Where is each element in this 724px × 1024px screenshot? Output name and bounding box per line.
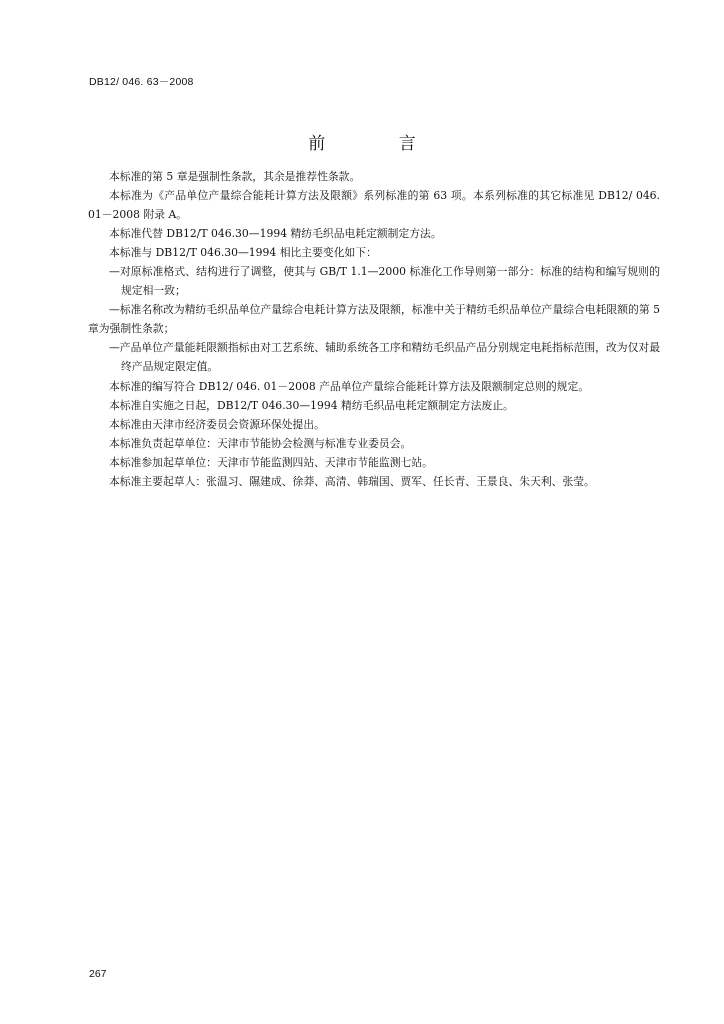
- paragraph-compliance: 本标准的编写符合 DB12/ 046. 01－2008 产品单位产量综合能耗计算方法及限额制定总则的规定。: [109, 379, 590, 393]
- paragraph-proposer: 本标准由天津市经济委员会资源环保处提出。: [109, 417, 325, 431]
- foreword-body: [88, 167, 660, 491]
- page-title: 前 言: [308, 134, 450, 155]
- page-number: 267: [89, 968, 107, 980]
- change-item-limits: —产品单位产量能耗限额指标由对工艺系统、辅助系统各工序和精纺毛织品产品分别规定电耗指标范围，改为仅对最终产品规定限定值。: [109, 341, 660, 374]
- document-code-header: DB12/ 046. 63－2008: [89, 76, 194, 88]
- paragraph-series-info: 本标准为《产品单位产量综合能耗计算方法及限额》系列标准的第 63 项。本系列标准的其它标准见 DB12/ 046. 01－2008 附录 A。: [88, 189, 660, 222]
- paragraph-drafters: 本标准主要起草人：张温习、隰建成、徐莽、高清、韩瑞国、贾军、任长青、王景良、朱天利、张莹。: [109, 474, 595, 488]
- paragraph-replaces: 本标准代替 DB12/T 046.30—1994 精纺毛织品电耗定额制定方法。: [109, 227, 442, 241]
- change-item-name: —标准名称改为精纺毛织品单位产量综合电耗计算方法及限额，标准中关于精纺毛织品单位产量综合电耗限额的第 5 章为强制性条款；: [88, 303, 660, 336]
- paragraph-mandatory-clause: 本标准的第 5 章是强制性条款，其余是推荐性条款。: [109, 170, 361, 183]
- paragraph-participating-units: 本标准参加起草单位：天津市节能监测四站、天津市节能监测七站。: [109, 455, 433, 469]
- paragraph-abolish: 本标准自实施之日起，DB12/T 046.30—1994 精纺毛织品电耗定额制定方法废止。: [109, 398, 514, 412]
- change-item-format: —对原标准格式、结构进行了调整，使其与 GB/T 1.1—2000 标准化工作导则第一部分：标准的结构和编写规则的规定相一致；: [109, 265, 660, 298]
- paragraph-responsible-unit: 本标准负责起草单位：天津市节能协会检测与标准专业委员会。: [109, 436, 412, 450]
- paragraph-changes-intro: 本标准与 DB12/T 046.30—1994 相比主要变化如下：: [109, 246, 377, 260]
